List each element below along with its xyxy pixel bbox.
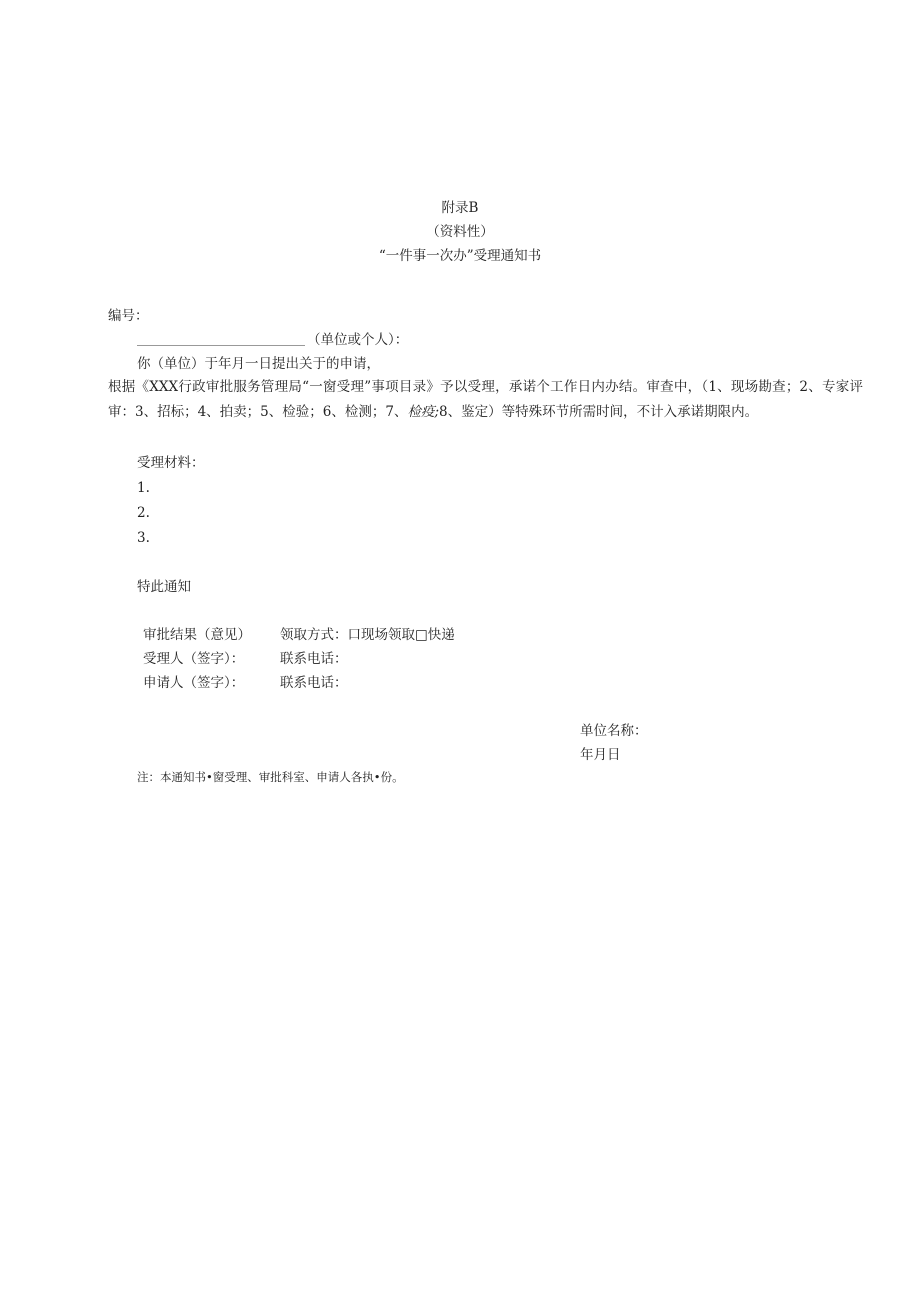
paragraph-text-italic: 检疫; — [407, 404, 440, 420]
application-line: 你（单位）于年月一日提出关于的申请， — [137, 356, 380, 372]
pickup-method-label: 领取方式：口现场领取□快递 — [280, 627, 455, 643]
addressee-suffix: （单位或个人）： — [307, 332, 409, 348]
receiver-signature-label: 受理人（签字）： — [143, 651, 245, 667]
special-notice: 特此通知 — [137, 579, 191, 595]
paragraph-text-end: 8、鉴定）等特殊环节所需时间，不计入承诺期限内。 — [439, 404, 759, 420]
appendix-label: 附录B — [441, 200, 479, 216]
paragraph-text-start: 根据《XXX行政审批服务管理局“一窗受理”事项目录》予以受理，承诺个工作日内办结。审查中，（1、现场勘查；2、专家评审：3、招标；4、拍卖；5、检验；6、检测；7、 — [108, 379, 863, 420]
receiver-phone-label: 联系电话： — [280, 651, 348, 667]
serial-number-label: 编号： — [108, 308, 149, 324]
material-item-2: 2. — [137, 505, 150, 521]
document-title: “一件事一次办”受理通知书 — [378, 248, 542, 264]
material-item-3: 3. — [137, 530, 150, 546]
footnote: 注：本通知书•窗受理、审批科室、申请人各执•份。 — [137, 770, 404, 784]
unit-name-label: 单位名称： — [580, 723, 648, 739]
applicant-signature-label: 申请人（签字）： — [143, 675, 245, 691]
applicant-phone-label: 联系电话： — [280, 675, 348, 691]
acceptance-paragraph — [108, 375, 863, 425]
material-item-1: 1. — [137, 480, 150, 496]
approval-result-label: 审批结果（意见） — [143, 627, 251, 643]
materials-label: 受理材料： — [137, 455, 205, 471]
appendix-nature: （资料性） — [426, 224, 494, 240]
date-label: 年月日 — [580, 747, 621, 763]
addressee-blank-line — [137, 345, 305, 346]
